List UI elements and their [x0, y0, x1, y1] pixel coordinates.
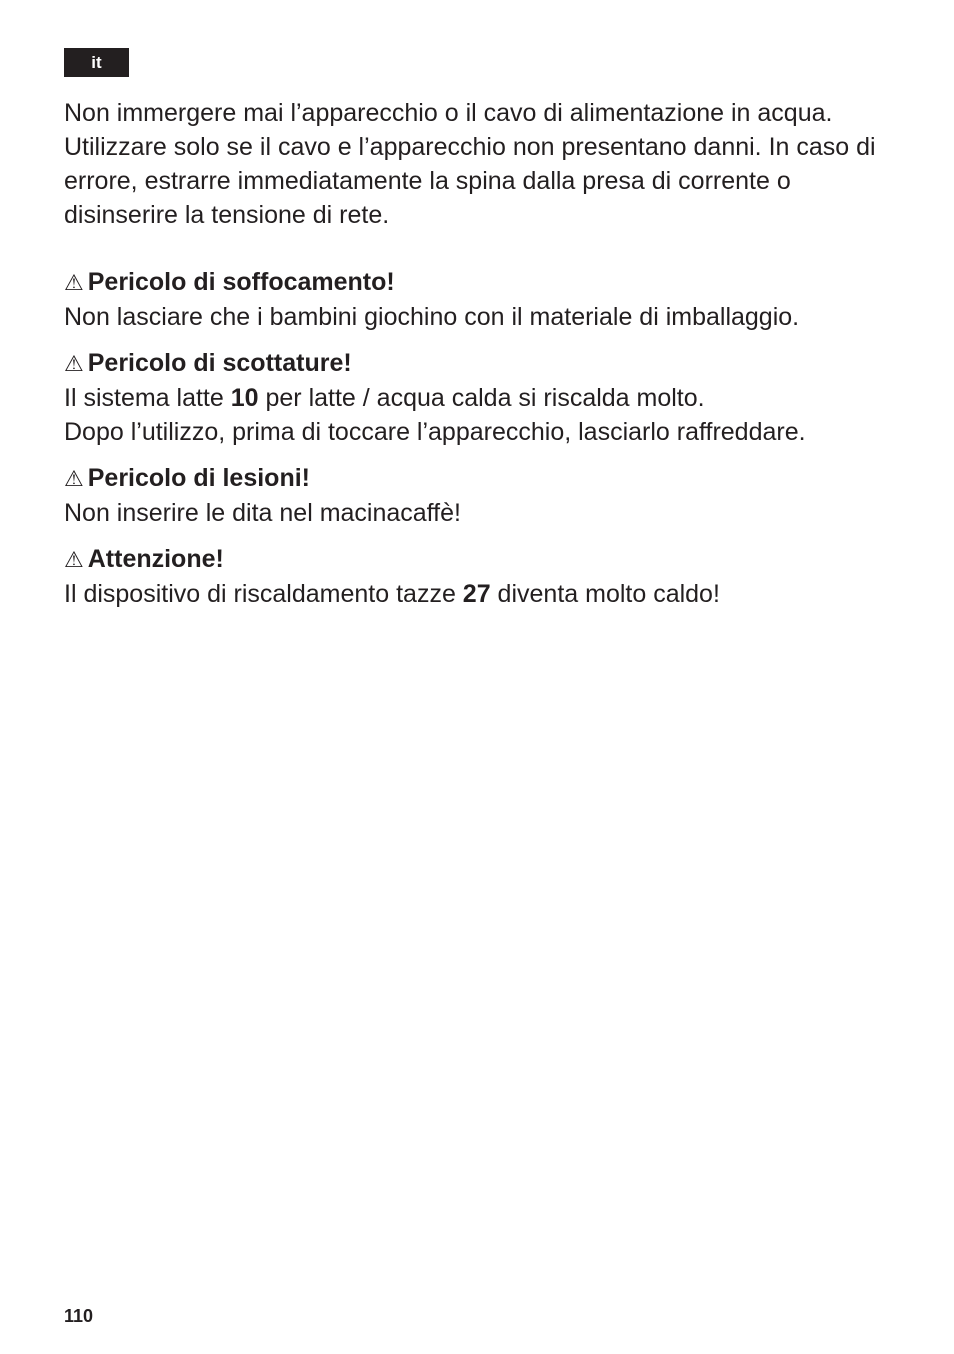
warning-title: Pericolo di scottature! — [87, 349, 352, 377]
warning-suffocation — [64, 265, 894, 334]
warning-text-part: diventa molto caldo! — [490, 580, 720, 608]
part-number-ref: 10 — [230, 384, 259, 412]
warning-text: Non inserire le dita nel macinacaffè! — [64, 499, 461, 527]
warning-title: Attenzione! — [87, 545, 224, 573]
warning-triangle-icon: ⚠ — [64, 547, 84, 572]
warning-heading — [64, 542, 894, 577]
manual-content — [64, 96, 894, 623]
intro-paragraph: Non immergere mai l’apparecchio o il cavo di alimentazione in acqua. Utilizzare solo se il cavo e l’apparecchio non presentano danni. In caso di errore, estrarre immediatamente la spina dalla presa di corrente o disinserire la tensione di rete. — [64, 99, 876, 229]
warning-attention — [64, 542, 894, 611]
part-number-ref: 27 — [462, 580, 491, 608]
warning-text — [64, 381, 894, 415]
warning-heading — [64, 346, 894, 381]
warning-text-part: Il dispositivo di riscaldamento tazze — [64, 580, 463, 608]
warning-triangle-icon: ⚠ — [64, 466, 84, 491]
warning-text: Non lasciare che i bambini giochino con il materiale di imballaggio. — [64, 303, 800, 331]
warning-text-part: Il sistema latte — [64, 384, 231, 412]
warning-heading — [64, 265, 894, 300]
language-tab: it — [64, 48, 129, 77]
warning-text — [64, 577, 894, 611]
warning-title: Pericolo di lesioni! — [87, 464, 310, 492]
warning-text-part: per latte / acqua calda si riscalda molto. — [258, 384, 705, 412]
warning-injury — [64, 461, 894, 530]
warning-triangle-icon: ⚠ — [64, 351, 84, 376]
warning-title: Pericolo di soffocamento! — [87, 268, 395, 296]
warning-burns — [64, 346, 894, 449]
page-number: 110 — [64, 1306, 94, 1326]
warning-text: Dopo l’utilizzo, prima di toccare l’apparecchio, lasciarlo raffreddare. — [64, 418, 806, 446]
warning-triangle-icon: ⚠ — [64, 270, 84, 295]
warning-heading — [64, 461, 894, 496]
